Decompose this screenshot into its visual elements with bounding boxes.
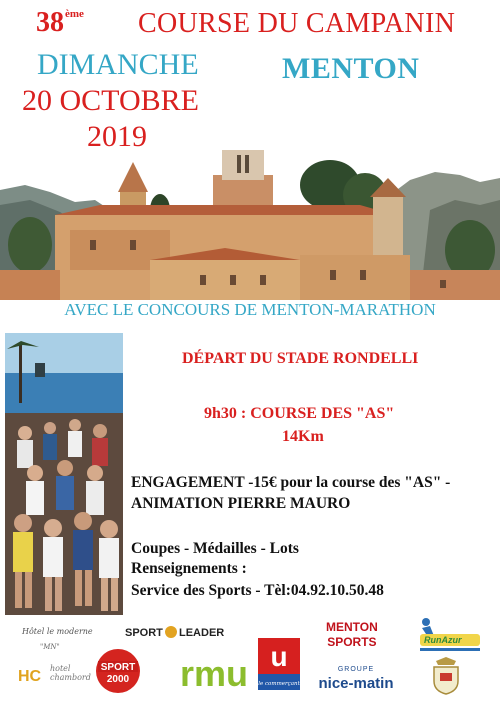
race-city: MENTON	[282, 52, 420, 85]
nice-matin-logo	[312, 663, 400, 693]
u-logo	[258, 638, 300, 690]
u-letter: u	[270, 641, 288, 672]
menton-sports-line2: SPORTS	[327, 635, 377, 649]
hotel-moderne-sub: "MN"	[40, 643, 60, 651]
hotel-chambord-logo	[50, 664, 91, 682]
marathon-banner: AVEC LE CONCOURS DE MENTON-MARATHON	[64, 300, 436, 319]
edition-number: 38ème	[36, 7, 84, 38]
edition-suffix: ème	[65, 7, 84, 20]
menton-town-illustration	[0, 150, 500, 300]
sport-leader-logo	[125, 624, 237, 640]
menton-sports-line1: MENTON	[326, 620, 378, 634]
race-time-text: 9h30 : COURSE DES "AS"	[204, 405, 395, 422]
runazur-logo	[416, 616, 486, 654]
rmu-logo	[180, 653, 256, 693]
rmu-text: rmu	[180, 653, 249, 693]
hc-logo: HC	[18, 668, 42, 685]
race-distance: 14Km	[282, 428, 324, 445]
hotel-chambord-line2: chambord	[50, 673, 91, 682]
svg-text:SPORT: SPORT	[125, 627, 163, 639]
race-date: 20 OCTOBRE	[22, 84, 199, 117]
menton-crest-logo	[430, 657, 462, 695]
race-day: DIMANCHE	[37, 48, 199, 81]
svg-text:LEADER: LEADER	[179, 627, 225, 639]
race-year: 2019	[87, 120, 147, 153]
info-label: Renseignements :	[131, 560, 247, 577]
hotel-chambord-line1: hotel	[50, 664, 71, 673]
sports-service-contact: Service des Sports - Tèl:04.92.10.50.48	[131, 582, 384, 599]
groupe-label: GROUPE	[337, 666, 375, 673]
sport2000-line2: 2000	[106, 674, 130, 685]
svg-text:RunAzur: RunAzur	[424, 635, 462, 645]
race-title: COURSE DU CAMPANIN	[138, 8, 456, 39]
nice-matin-text: nice-matin	[318, 675, 394, 692]
engagement-text: ENGAGEMENT -15€ pour la course des "AS" - ANIMATION PIERRE MAURO	[131, 474, 451, 512]
sport2000-line1: SPORT	[100, 662, 136, 673]
departure-text: DÉPART DU STADE RONDELLI	[182, 350, 419, 367]
hotel-moderne-logo: Hôtel le moderne	[22, 627, 93, 636]
menton-sports-logo	[326, 620, 378, 650]
sport2000-logo	[95, 648, 141, 694]
u-tagline: le commerçant	[258, 681, 300, 687]
runners-photo	[5, 333, 123, 615]
prizes-text: Coupes - Médailles - Lots	[131, 540, 299, 557]
